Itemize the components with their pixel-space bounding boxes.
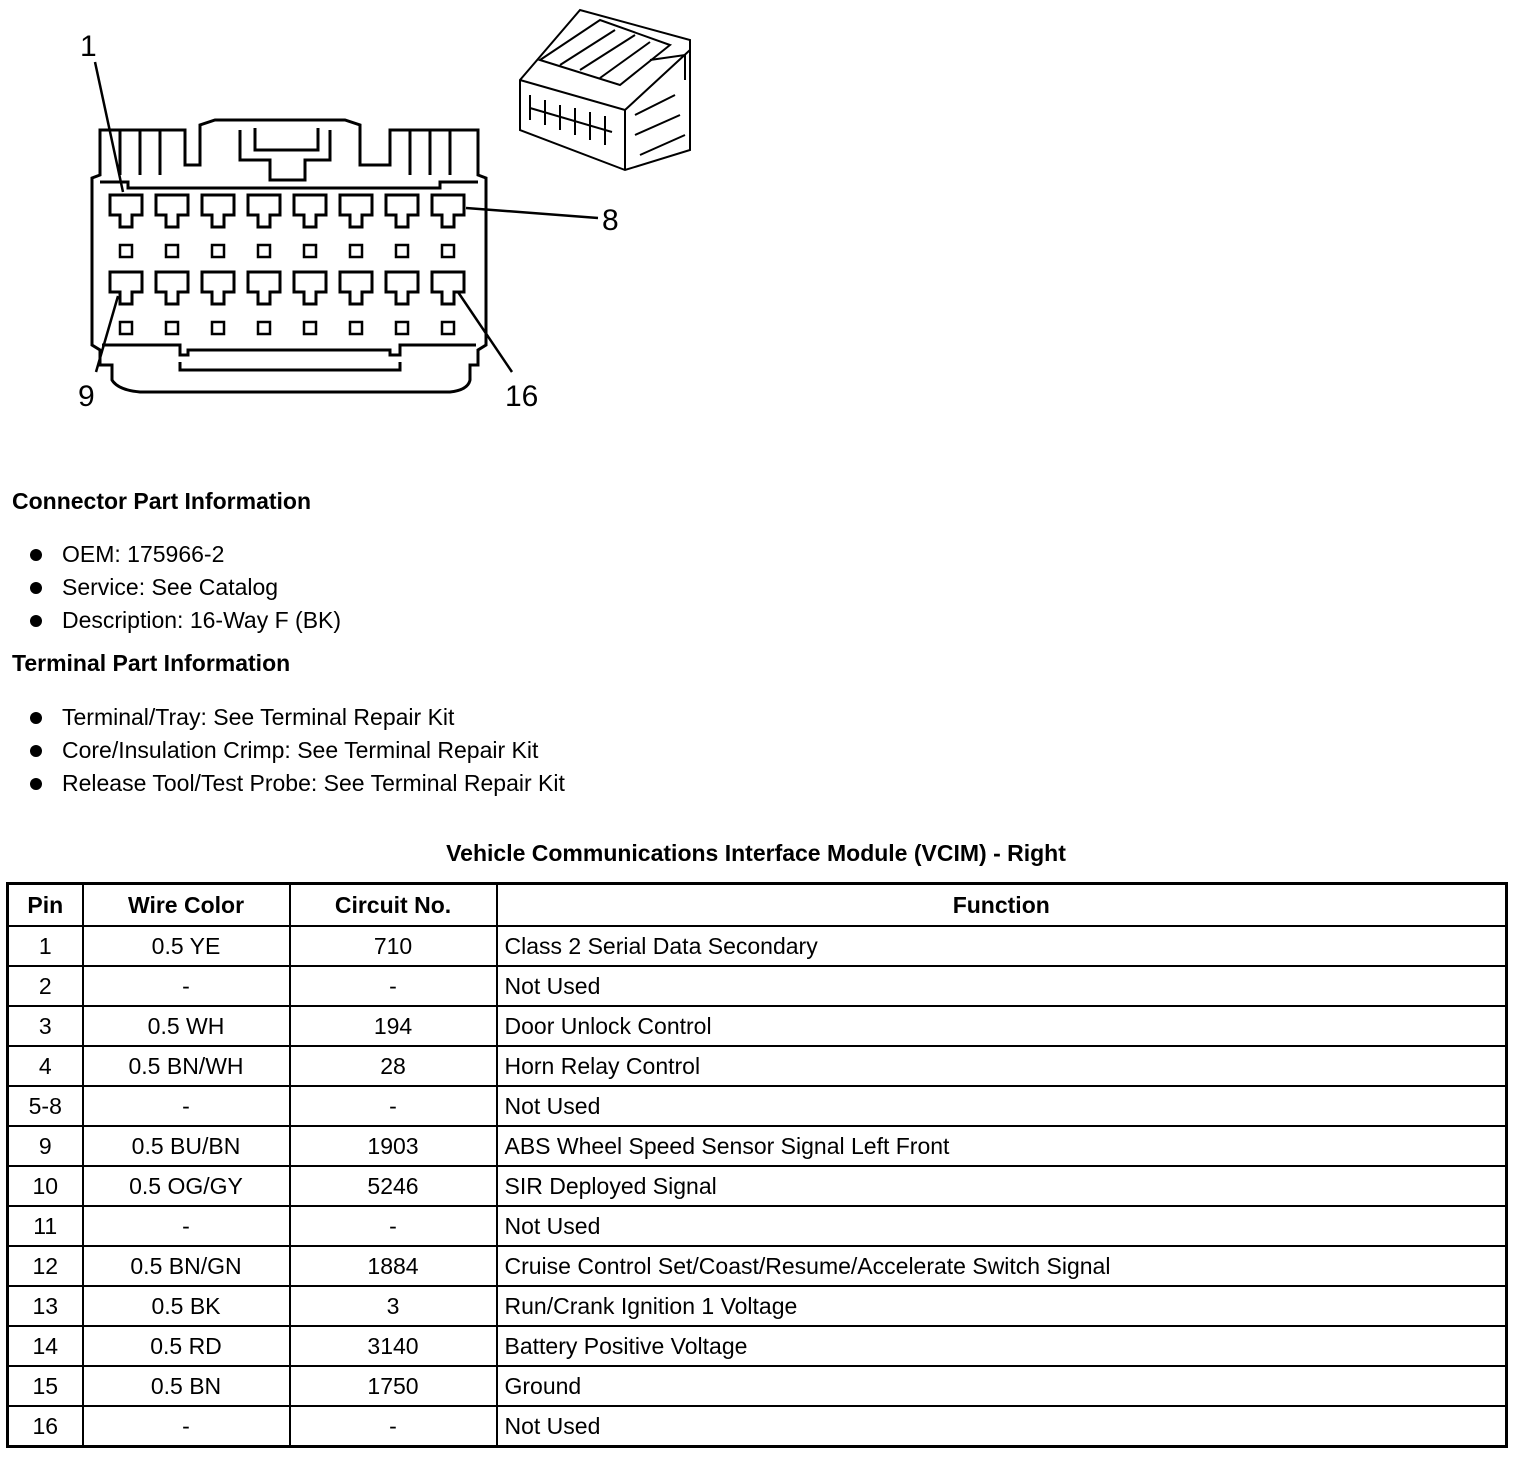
cell-wire-color: 0.5 BK xyxy=(83,1286,290,1326)
cell-wire-color: - xyxy=(83,1086,290,1126)
connector-3d-thumbnail xyxy=(520,10,690,170)
table-row xyxy=(8,1046,1507,1086)
list-item: Terminal/Tray: See Terminal Repair Kit xyxy=(30,701,565,734)
cell-wire-color: - xyxy=(83,1406,290,1447)
table-row xyxy=(8,1246,1507,1286)
cell-function: Not Used xyxy=(497,1086,1507,1126)
terminal-lock-window xyxy=(442,322,454,334)
cell-function: Not Used xyxy=(497,1206,1507,1246)
cell-pin: 11 xyxy=(8,1206,83,1246)
terminal-cavity xyxy=(156,272,188,304)
table-row xyxy=(8,1166,1507,1206)
table-row xyxy=(8,1206,1507,1246)
terminal-cavity xyxy=(110,195,142,227)
table-row xyxy=(8,1286,1507,1326)
cell-pin: 10 xyxy=(8,1166,83,1206)
terminal-cavity xyxy=(432,195,464,227)
list-item: Service: See Catalog xyxy=(30,571,341,604)
cell-pin: 1 xyxy=(8,926,83,966)
column-header-function: Function xyxy=(497,884,1507,927)
pinout-table-title: Vehicle Communications Interface Module (VCIM) - Right xyxy=(446,840,1066,866)
cell-function: Door Unlock Control xyxy=(497,1006,1507,1046)
terminal-info-list xyxy=(30,701,565,800)
cell-function: ABS Wheel Speed Sensor Signal Left Front xyxy=(497,1126,1507,1166)
table-header-row xyxy=(8,884,1507,927)
terminal-lock-window xyxy=(258,245,270,257)
cell-pin: 12 xyxy=(8,1246,83,1286)
cell-wire-color: 0.5 YE xyxy=(83,926,290,966)
cell-pin: 2 xyxy=(8,966,83,1006)
cell-function: Cruise Control Set/Coast/Resume/Accelerate Switch Signal xyxy=(497,1246,1507,1286)
cell-pin: 15 xyxy=(8,1366,83,1406)
connector-face-drawing xyxy=(0,0,760,440)
cell-wire-color: - xyxy=(83,1206,290,1246)
terminal-cavity xyxy=(294,272,326,304)
terminal-cavity xyxy=(432,272,464,304)
terminal-cavity xyxy=(110,272,142,304)
terminal-lock-window xyxy=(258,322,270,334)
cell-pin: 5-8 xyxy=(8,1086,83,1126)
column-header-circuit-no: Circuit No. xyxy=(290,884,497,927)
cell-wire-color: 0.5 BU/BN xyxy=(83,1126,290,1166)
table-row xyxy=(8,1406,1507,1447)
callout-pin-8: 8 xyxy=(602,204,619,237)
cell-function: Horn Relay Control xyxy=(497,1046,1507,1086)
cell-pin: 13 xyxy=(8,1286,83,1326)
table-row xyxy=(8,1006,1507,1046)
cell-function: Run/Crank Ignition 1 Voltage xyxy=(497,1286,1507,1326)
cell-function: Ground xyxy=(497,1366,1507,1406)
cell-pin: 14 xyxy=(8,1326,83,1366)
cell-circuit-no: - xyxy=(290,1086,497,1126)
cell-circuit-no: 5246 xyxy=(290,1166,497,1206)
table-row xyxy=(8,1326,1507,1366)
connector-info-list xyxy=(30,538,341,637)
cell-function: Not Used xyxy=(497,966,1507,1006)
terminal-lock-window xyxy=(304,322,316,334)
terminal-lock-window xyxy=(120,245,132,257)
callout-pin-1: 1 xyxy=(80,30,97,63)
cell-function: Not Used xyxy=(497,1406,1507,1447)
terminal-info-title: Terminal Part Information xyxy=(12,650,291,676)
terminal-lock-window xyxy=(212,322,224,334)
terminal-cavity xyxy=(248,195,280,227)
list-item: Release Tool/Test Probe: See Terminal Repair Kit xyxy=(30,767,565,800)
table-row xyxy=(8,1366,1507,1406)
cell-wire-color: 0.5 BN/GN xyxy=(83,1246,290,1286)
cell-circuit-no: 3140 xyxy=(290,1326,497,1366)
terminal-cavity xyxy=(340,195,372,227)
list-item: OEM: 175966-2 xyxy=(30,538,341,571)
column-header-wire-color: Wire Color xyxy=(83,884,290,927)
terminal-cavity xyxy=(386,195,418,227)
cell-wire-color: 0.5 RD xyxy=(83,1326,290,1366)
cell-pin: 9 xyxy=(8,1126,83,1166)
terminal-cavity xyxy=(202,195,234,227)
cell-wire-color: 0.5 BN/WH xyxy=(83,1046,290,1086)
list-item: Description: 16-Way F (BK) xyxy=(30,604,341,637)
terminal-cavity xyxy=(156,195,188,227)
terminal-cavity xyxy=(386,272,418,304)
cell-function: SIR Deployed Signal xyxy=(497,1166,1507,1206)
cell-circuit-no: 1750 xyxy=(290,1366,497,1406)
terminal-lock-window xyxy=(396,322,408,334)
connector-diagram xyxy=(0,0,760,440)
terminal-cavity xyxy=(340,272,372,304)
cell-wire-color: 0.5 OG/GY xyxy=(83,1166,290,1206)
cell-circuit-no: 3 xyxy=(290,1286,497,1326)
cell-circuit-no: - xyxy=(290,1206,497,1246)
table-row xyxy=(8,1126,1507,1166)
cell-pin: 4 xyxy=(8,1046,83,1086)
cell-wire-color: 0.5 WH xyxy=(83,1006,290,1046)
cell-circuit-no: - xyxy=(290,966,497,1006)
terminal-cavity xyxy=(248,272,280,304)
cell-wire-color: - xyxy=(83,966,290,1006)
terminal-lock-window xyxy=(304,245,316,257)
terminal-lock-window xyxy=(212,245,224,257)
callout-pin-16: 16 xyxy=(505,380,539,413)
terminal-lock-window xyxy=(442,245,454,257)
cell-pin: 3 xyxy=(8,1006,83,1046)
connector-info-title: Connector Part Information xyxy=(12,488,312,514)
table-row xyxy=(8,926,1507,966)
pinout-table xyxy=(6,882,1508,1448)
callout-pin-9: 9 xyxy=(78,380,95,413)
cell-circuit-no: 28 xyxy=(290,1046,497,1086)
table-row xyxy=(8,966,1507,1006)
cell-circuit-no: 1884 xyxy=(290,1246,497,1286)
cell-circuit-no: - xyxy=(290,1406,497,1447)
cell-pin: 16 xyxy=(8,1406,83,1447)
terminal-cavity xyxy=(294,195,326,227)
terminal-cavity xyxy=(202,272,234,304)
list-item: Core/Insulation Crimp: See Terminal Repair Kit xyxy=(30,734,565,767)
terminal-lock-window xyxy=(350,322,362,334)
terminal-lock-window xyxy=(166,245,178,257)
cell-function: Battery Positive Voltage xyxy=(497,1326,1507,1366)
terminal-lock-window xyxy=(350,245,362,257)
terminal-lock-window xyxy=(120,322,132,334)
cell-function: Class 2 Serial Data Secondary xyxy=(497,926,1507,966)
column-header-pin: Pin xyxy=(8,884,83,927)
terminal-lock-window xyxy=(396,245,408,257)
cell-wire-color: 0.5 BN xyxy=(83,1366,290,1406)
cell-circuit-no: 710 xyxy=(290,926,497,966)
terminal-lock-window xyxy=(166,322,178,334)
table-row xyxy=(8,1086,1507,1126)
cell-circuit-no: 194 xyxy=(290,1006,497,1046)
cell-circuit-no: 1903 xyxy=(290,1126,497,1166)
